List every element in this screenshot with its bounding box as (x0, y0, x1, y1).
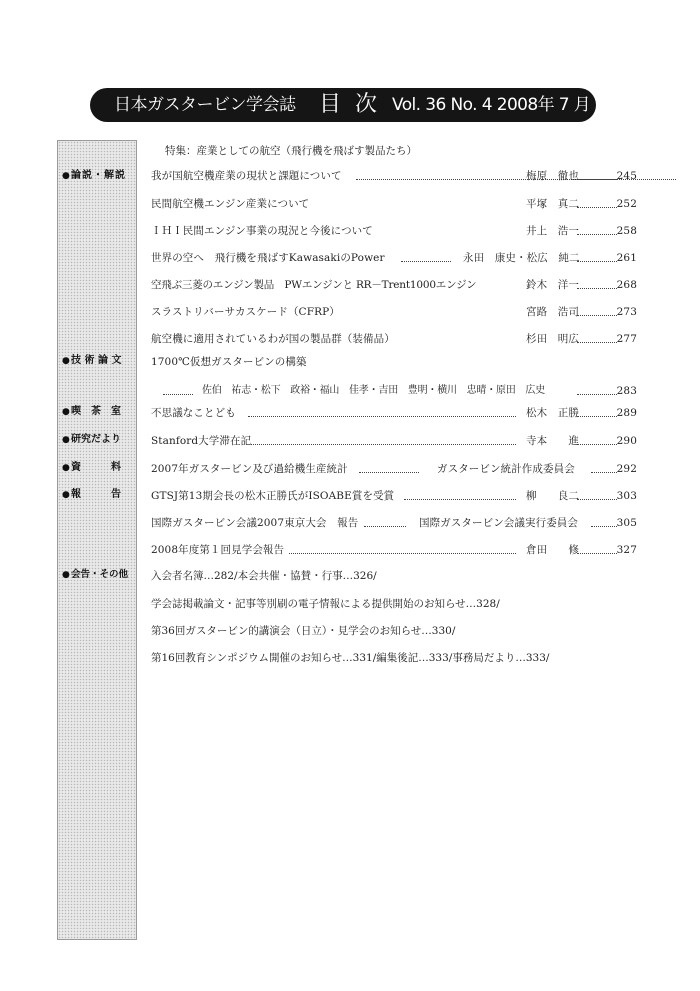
entry-page: 273 (616, 306, 637, 318)
leader-dots (577, 342, 617, 344)
section-label-cafe: ● 喫 茶 室 (62, 404, 130, 420)
notice-line[interactable]: 第36回ガスタービン的講演会（日立）・見学会のお知らせ…330/ (151, 625, 456, 637)
toc-entry[interactable] (151, 404, 637, 422)
entry-page: 327 (616, 544, 637, 556)
leader-dots (577, 315, 617, 317)
entry-author: 平塚 真二 (526, 198, 579, 210)
entry-page: 277 (616, 333, 637, 345)
journal-header (90, 88, 596, 122)
entry-author: 永田 康史・松広 純二 (463, 252, 580, 264)
bullet-icon: ● (62, 490, 70, 500)
notice-line[interactable]: 第16回教育シンポジウム開催のお知らせ…331/編集後記…333/事務局だより…333/ (151, 652, 550, 664)
entry-title: 空飛ぶ三菱のエンジン製品 PWエンジンと RR－Trent1000エンジン (151, 279, 477, 291)
entry-author: 倉田 修 (526, 544, 579, 556)
toc-entry[interactable] (151, 353, 637, 371)
entry-author: 柳 良二 (526, 490, 579, 502)
entry-page: 258 (616, 225, 637, 237)
toc-heading: 目次 (319, 92, 392, 117)
entry-page: 303 (616, 490, 637, 502)
toc-entry[interactable] (151, 276, 637, 294)
leader-dots (163, 394, 193, 396)
leader-dots (248, 416, 516, 418)
entry-page: 289 (616, 407, 637, 419)
leader-dots (577, 261, 617, 263)
bullet-icon: ● (62, 463, 70, 473)
entry-page: 283 (616, 385, 637, 397)
section-label-notices: ● 会告・その他 (62, 567, 130, 583)
toc-entry[interactable] (151, 167, 637, 185)
toc-entry[interactable] (151, 432, 637, 450)
leader-dots (251, 444, 516, 446)
entry-author: 梅原 徹也 (526, 170, 579, 182)
toc-entry[interactable] (151, 330, 637, 348)
entry-title: Stanford大学滞在記 (151, 435, 252, 447)
entry-author: 杉田 明広 (526, 333, 579, 345)
notice-line[interactable]: 学会誌掲載論文・記事等別刷の電子情報による提供開始のお知らせ…328/ (151, 598, 500, 610)
entry-page: 292 (616, 463, 637, 475)
toc-entry[interactable] (151, 460, 637, 478)
section-label-report: ● 報 告 (62, 487, 130, 503)
entry-author: 宮路 浩司 (526, 306, 579, 318)
entry-title: ＩＨＩ民間エンジン事業の現況と今後について (151, 225, 373, 237)
entry-title: 我が国航空機産業の現状と課題について (151, 170, 342, 182)
entry-title: 2007年ガスタービン及び過給機生産統計 (151, 463, 348, 475)
feature-title: 特集：産業としての航空（飛行機を飛ばす製品たち） (165, 145, 417, 157)
leader-dots (577, 234, 617, 236)
bullet-icon: ● (62, 171, 70, 181)
section-label-material: ● 資 料 (62, 460, 130, 476)
leader-dots (577, 499, 617, 501)
leader-dots (289, 553, 516, 555)
leader-dots (401, 261, 451, 263)
leader-dots (364, 526, 406, 528)
entry-page: 252 (616, 198, 637, 210)
leader-dots (577, 394, 617, 396)
entry-page: 245 (616, 170, 637, 182)
leader-dots (577, 444, 617, 446)
entry-title: 1700℃仮想ガスタービンの構築 (151, 356, 307, 368)
entry-author: 松木 正勝 (526, 407, 579, 419)
leader-dots (577, 179, 617, 181)
entry-title: 航空機に適用されているわが国の製品群（装備品） (151, 333, 395, 345)
leader-dots (577, 288, 617, 290)
leader-dots (359, 472, 419, 474)
leader-dots (591, 526, 617, 528)
entry-title: 2008年度第１回見学会報告 (151, 544, 285, 556)
entry-author: 国際ガスタービン会議実行委員会 (419, 517, 578, 529)
entry-author: 鈴木 洋一 (526, 279, 579, 291)
bullet-icon: ● (62, 356, 70, 366)
toc-entry[interactable] (151, 222, 637, 240)
entry-title: 国際ガスタービン会議2007東京大会 報告 (151, 517, 359, 529)
entry-author: 寺本 進 (526, 435, 579, 447)
bullet-icon: ● (62, 407, 70, 417)
bullet-icon: ● (62, 435, 70, 445)
entry-page: 268 (616, 279, 637, 291)
section-sidebar (57, 140, 137, 940)
leader-dots (577, 416, 617, 418)
leader-dots (577, 553, 617, 555)
entry-page: 290 (616, 435, 637, 447)
leader-dots (577, 207, 617, 209)
section-label-technical: ● 技 術 論 文 (62, 353, 130, 369)
entry-title: 民間航空機エンジン産業について (151, 198, 310, 210)
entry-title: 不思議なことども (151, 407, 236, 419)
entry-title: GTSJ第13期会長の松木正勝氏がISOABE賞を受賞 (151, 490, 395, 502)
leader-dots (591, 472, 617, 474)
journal-name: 日本ガスタービン学会誌 (114, 95, 296, 115)
entry-page: 261 (616, 252, 637, 264)
entry-author: 井上 浩一 (526, 225, 579, 237)
entry-author: ガスタービン統計作成委員会 (437, 463, 575, 475)
section-label-review: ● 論説・解説 (62, 168, 130, 184)
toc-entry[interactable] (151, 541, 637, 559)
toc-entry[interactable] (151, 303, 637, 321)
entry-title: 世界の空へ 飛行機を飛ばすKawasakiのPower (151, 252, 385, 264)
toc-entry[interactable] (151, 487, 637, 505)
notice-line[interactable]: 入会者名簿…282/本会共催・協賛・行事…326/ (151, 570, 377, 582)
entry-page: 305 (616, 517, 637, 529)
toc-entry[interactable] (151, 514, 637, 532)
entry-title: スラストリバーサカスケード（CFRP） (151, 306, 340, 318)
toc-entry[interactable] (151, 249, 637, 267)
issue-info: Vol. 36 No. 4 2008年 7 月 (392, 95, 591, 115)
toc-entry[interactable] (151, 195, 637, 213)
entry-author: 佐伯 祐志・松下 政裕・福山 佳孝・吉田 豊明・横川 忠晴・原田 広史 (202, 385, 545, 396)
toc-entry-authors[interactable] (151, 382, 637, 400)
bullet-icon: ● (62, 570, 70, 580)
leader-dots (404, 499, 516, 501)
section-label-research: ● 研究だより (62, 432, 130, 448)
